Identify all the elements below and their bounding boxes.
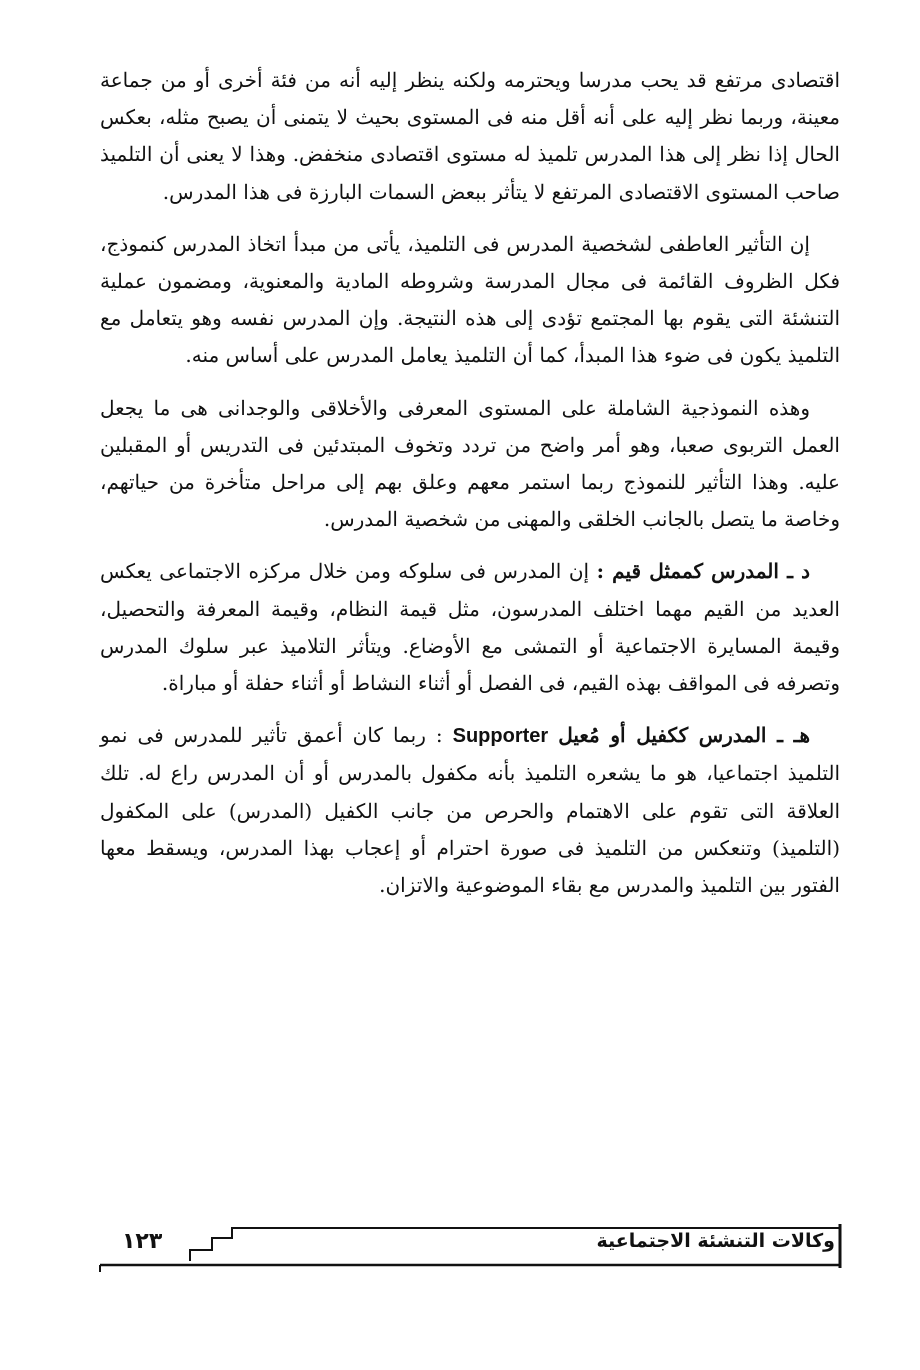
english-term: Supporter bbox=[452, 725, 549, 748]
section-heading-d: د ـ المدرس كممثل قيم : bbox=[596, 559, 810, 584]
running-title: وكالات التنشئة الاجتماعية bbox=[596, 1230, 835, 1252]
paragraph-1 bbox=[100, 62, 840, 211]
page-number: ١٢٣ bbox=[122, 1229, 163, 1254]
paragraph-text: اقتصادى مرتفع قد يحب مدرسا ويحترمه ولكنه ينظر إليه أنه من فئة أخرى أو من جماعة معينة، وربما نظر إليه على أنه أقل منه فى المستوى بحيث لا يتمنى أن يصبح مثله، بعكس الحال إذا نظر إلى هذا المدرس تلميذ له مستوى اقتصادى منخفض. وهذا لا يعنى أن التلميذ صاحب المستوى الاقتصادى المرتفع لا يتأثر ببعض السمات البارزة فى هذا المدرس. bbox=[100, 68, 840, 204]
body-text bbox=[100, 62, 840, 919]
paragraph-text: إن المدرس فى سلوكه ومن خلال مركزه الاجتماعى يعكس العديد من القيم مهما اختلف المدرسون، مثل قيمة النظام، وقيمة المعرفة والتحصيل، وقيمة المسايرة الاجتماعية أو التمشى مع الأوضاع. ويتأثر التلاميذ عبر سلوك المدرس وتصرفه فى المواقف بهذه القيم، فى الفصل أو أثناء النشاط أو أثناء حفلة أو مباراة. bbox=[100, 559, 841, 696]
section-heading-h: هـ ـ المدرس ككفيل أو مُعيل bbox=[558, 723, 810, 748]
paragraph-text: إن التأثير العاطفى لشخصية المدرس فى التلميذ، يأتى من مبدأ اتخاذ المدرس كنموذج، فكل الظروف القائمة فى مجال المدرسة وشروطه المادية والمعنوية، ومضمون عملية التنشئة التى يقوم بها المجتمع تؤدى إلى هذه النتيجة. وإن المدرس نفسه وهو يتعامل مع التلميذ يكون فى ضوء هذا المبدأ، كما أن التلميذ يعامل المدرس على أساس منه. bbox=[100, 231, 840, 368]
paragraph-3 bbox=[100, 390, 840, 539]
paragraph-5 bbox=[100, 717, 840, 904]
paragraph-2 bbox=[100, 226, 840, 375]
paragraph-text: : ربما كان أعمق تأثير للمدرس فى نمو التلميذ اجتماعيا، هو ما يشعره التلميذ بأنه مكفول بالمدرس أو أن المدرس راع له. تلك العلاقة التى تقوم على الاهتمام والحرص من جانب الكفيل (المدرس) على المكفول (التلميذ) وتنعكس من التلميذ فى صورة احترام أو إعجاب بهذا المدرس، ويسقط معها الفتور بين التلميذ والمدرس مع بقاء الموضوعية والاتزان. bbox=[100, 723, 841, 898]
paragraph-text: وهذه النموذجية الشاملة على المستوى المعرفى والأخلاقى والوجدانى هى ما يجعل العمل التربوى صعبا، وهو أمر واضح من تردد وتخوف المبتدئين فى التدريس أو المقبلين عليه. وهذا التأثير للنموذج ربما استمر معهم وعلق بهم إلى مراحل متأخرة من حياتهم، وخاصة ما يتصل بالجانب الخلقى والمهنى من شخصية المدرس. bbox=[100, 395, 840, 532]
paragraph-4 bbox=[100, 553, 840, 702]
